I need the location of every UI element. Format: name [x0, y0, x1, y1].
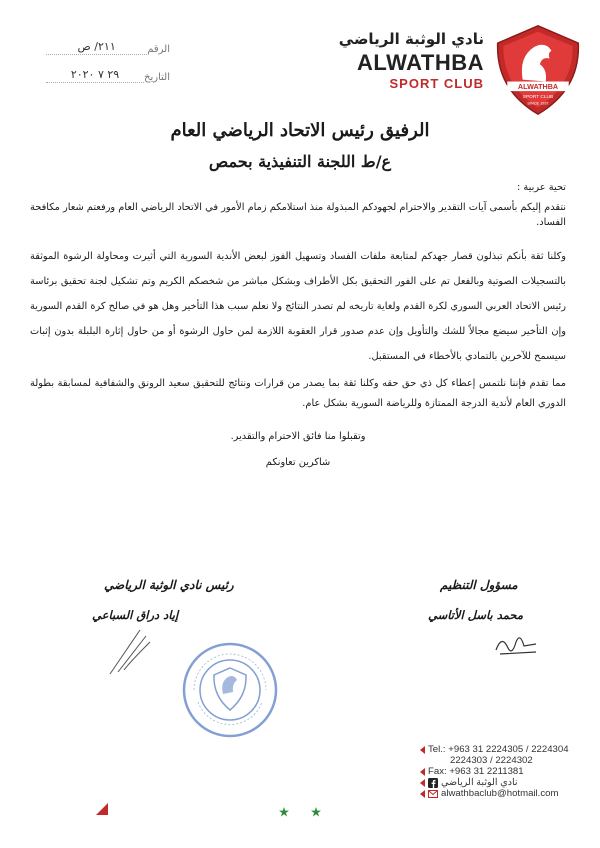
logo-subtitle: SPORT CLUB — [522, 94, 554, 100]
club-logo — [490, 22, 586, 118]
paragraph-3: مما تقدم فإننا نلتمس إعطاء كل ذي حق حقه وكلنا ثقة بما يصدر من قرارات ونتائج للتحقيق سعيد الرونق والشفافية لمسابقة بطولة الدوري العام لأندية الدرجة الممتازة وللرياضة السورية بشكل عام. — [30, 377, 566, 410]
letter-body — [30, 180, 566, 470]
contact-email-row — [420, 788, 590, 799]
logo-year: SINCE 1937 — [527, 101, 549, 106]
handwritten-signature — [492, 630, 542, 660]
logo-wordmark: ALWATHBA — [517, 82, 559, 92]
club-stamp — [180, 640, 280, 740]
green-star-icon — [311, 807, 321, 817]
contact-fax-row — [420, 766, 590, 777]
reference-value: ٢١١/ ص — [46, 40, 147, 55]
bullet-triangle-icon — [420, 779, 425, 787]
contact-tel-row — [420, 744, 590, 755]
contact-tel: Tel.: +963 31 2224305 / 2224304 — [428, 744, 569, 755]
club-name-english: ALWATHBA — [356, 50, 484, 75]
reference-row — [40, 40, 170, 55]
closing-regards: وتقبلوا منا فائق الاحترام والتقدير. — [230, 430, 366, 442]
signature-scribble — [100, 622, 160, 682]
signatory-left-name: محمد باسل الأتاسي — [428, 608, 524, 622]
signatory-right-title: رئيس نادي الوثبة الرياضي — [104, 578, 234, 592]
reference-label: الرقم — [147, 44, 170, 55]
contact-facebook: نادي الوثبة الرياضي — [441, 777, 518, 788]
green-star-icon — [279, 807, 289, 817]
contact-fax: Fax: +963 31 2211381 — [428, 766, 524, 777]
bullet-triangle-icon — [420, 768, 425, 776]
addressee-line-2: ع/ط اللجنة التنفيذية بحمص — [208, 152, 392, 171]
paragraph-2: وكلنا ثقة بأنكم تبذلون قصار جهدكم لمتابعة ملفات الفساد وتسهيل الفوز لبعض الأندية السورية التي أثيرت ومحاولة الرشوة الموثقة بالتسجيلات الصوتية وبالفعل تم على الفور التحقيق بكل الأطراف وبشكل مباشر من شخصكم الكريم وتم تشكيل لجنة تحقيق برئاسة رئيس الاتحاد العربي السوري لكرة القدم ولغاية تاريخه لم تصدر النتائج ولا نعلم سبب هذا التأخير وهل هو في صالح كرة القدم السورية وإن التأخير سيضع مجالاً للشك والتأويل وإن عدم صدور قرار العقوبة اللازمة لمن حاول الرشوة أو من حاول إثارة البلبلة بدون إثبات سيسمح للآخرين بالتمادي بالأخطاء في المستقبل. — [30, 251, 566, 362]
contact-tel-2: 2224303 / 2224302 — [450, 755, 533, 766]
facebook-icon — [428, 778, 438, 788]
club-subtitle: SPORT CLUB — [389, 76, 484, 91]
mail-icon — [428, 789, 438, 799]
signatory-left-title: مسؤول التنظيم — [440, 578, 518, 592]
closing-thanks: شاكرين تعاونكم — [265, 456, 331, 468]
footer-stars — [0, 802, 600, 821]
contact-block — [420, 744, 590, 799]
date-label: التاريخ — [144, 72, 170, 83]
bullet-triangle-icon — [420, 746, 425, 754]
contact-facebook-row — [420, 777, 590, 788]
red-corner-icon — [96, 803, 108, 815]
paragraph-1: نتقدم إليكم بأسمى آيات التقدير والاحترام لجهودكم المبذولة منذ استلامكم زمام الأمور في الاتحاد الرياضي العام ورفعتم شعار مكافحة الفساد. — [30, 201, 566, 229]
contact-email: alwathbaclub@hotmail.com — [441, 788, 559, 799]
greeting: تحية عربية : — [517, 182, 566, 193]
club-name-arabic: نادي الوثبة الرياضي — [338, 30, 484, 48]
date-value: ٢٩ ٧ ٢٠٢٠ — [46, 68, 144, 83]
addressee-line-1: الرفيق رئيس الاتحاد الرياضي العام — [170, 120, 430, 141]
bullet-triangle-icon — [420, 790, 425, 798]
signatory-right-name: إياد دراق السباعي — [92, 608, 179, 622]
date-row — [40, 68, 170, 83]
